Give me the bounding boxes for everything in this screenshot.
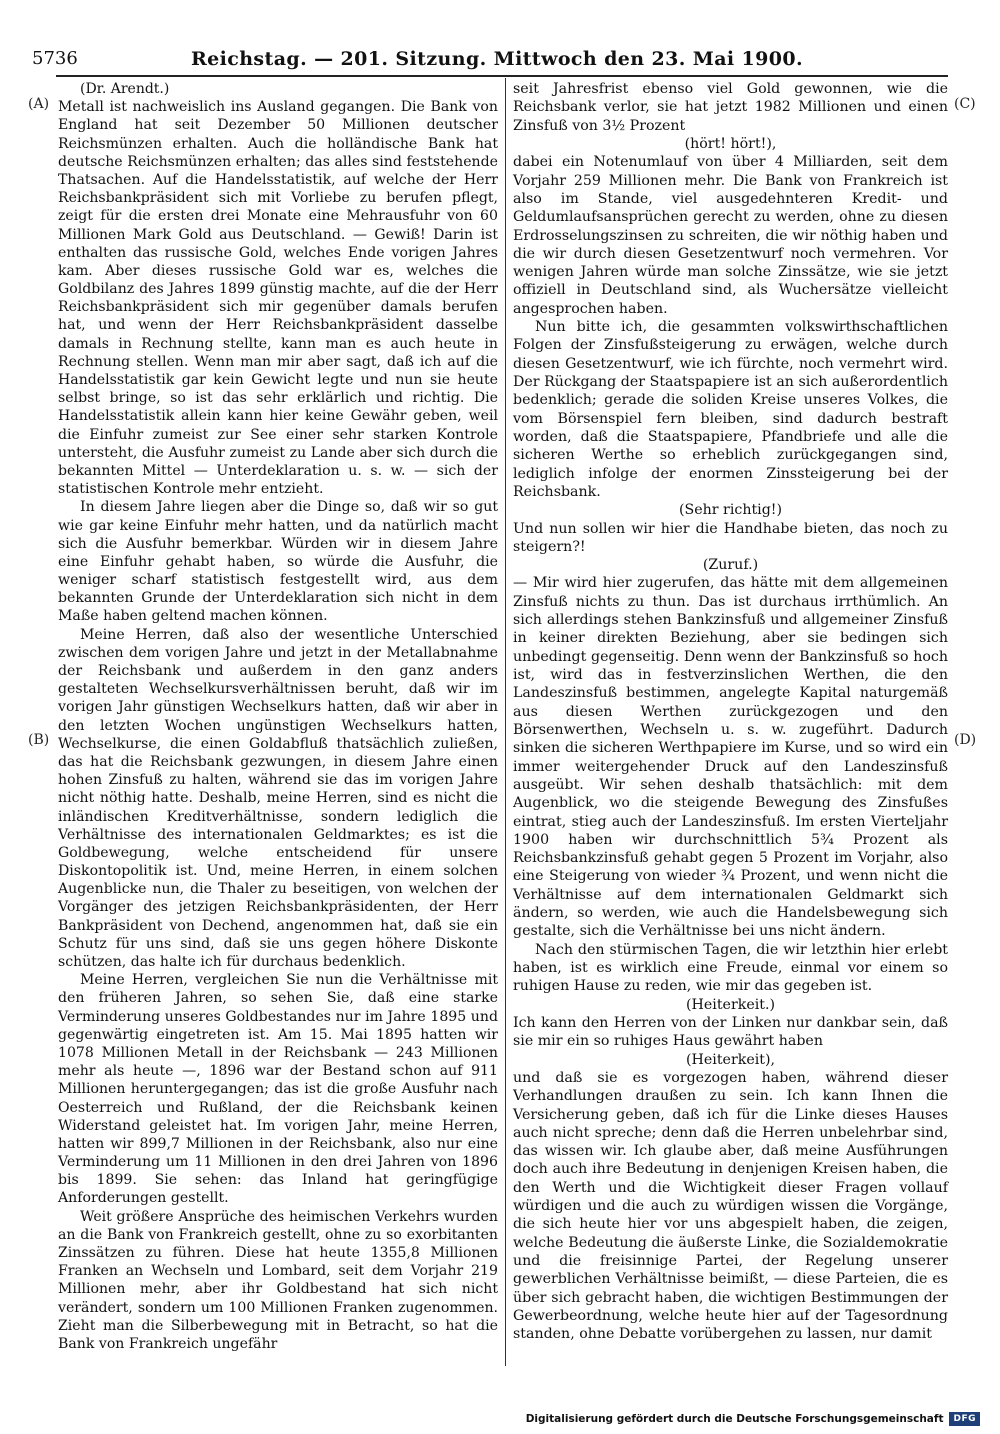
paragraph: Ich kann den Herren von der Linken nur dankbar sein, daß sie mir ein so ruhiges Haus gewährt haben xyxy=(513,1014,948,1050)
interjection: (Heiterkeit.) xyxy=(686,996,775,1013)
margin-marker-b: (B) xyxy=(28,732,50,748)
margin-marker-a: (A) xyxy=(28,96,50,112)
paragraph: Metall ist nachweislich ins Ausland gegangen. Die Bank von England hat seit Dezember 50 Millionen deutscher Reichsmünzen erhalten. Auch die holländische Bank hat deutsche Reichsmünzen erhalten; das alles sind feststehende Thatsachen. Auf die Handelsstatistik, auf welche der Herr Reichsbankpräsident sich mit Vorliebe zu berufen pflegt, zeigt für die ersten drei Monate eine Mehrausfuhr von 60 Millionen Mark Gold aus Deutschland. — Gewiß! Darin ist enthalten das russische Gold, welches Ende vorigen Jahres kam. Aber dieses russische Gold war es, welches die Goldbilanz des Jahres 1899 günstig machte, auf die der Herr Reichsbankpräsident sich mir gegenüber damals berufen hat, und wenn der Herr Reichsbankpräsident dasselbe damals in Rechnung stellte, kann man es auch heute in Rechnung stellen. Wenn man mir aber sagt, daß ich auf die Handelsstatistik gar kein Gewicht legte und nun sie heute selbst bringe, so ist das sehr erklärlich und richtig. Die Handelsstatistik allein kann hier keine Gewähr geben, weil die Einfuhr zumeist zur See einer sehr starken Kontrole untersteht, die Ausfuhr zumeist zu Lande aber sich durch die bekannten Mittel — Unterdeklaration u. s. w. — sich der statistischen Kontrole mehr entzieht. xyxy=(58,99,498,498)
margin-marker-d: (D) xyxy=(954,732,977,748)
margin-marker-c: (C) xyxy=(954,96,976,112)
page-number: 5736 xyxy=(32,48,78,69)
column-divider xyxy=(505,78,506,1366)
running-title: Reichstag. — 201. Sitzung. Mittwoch den 23. Mai 1900. xyxy=(190,48,804,70)
paragraph: Und nun sollen wir hier die Handhabe bieten, das noch zu steigern?! xyxy=(513,520,948,555)
paragraph: und daß sie es vorgezogen haben, während dieser Verhandlungen draußen zu sein. Ich kann Ihnen die Versicherung geben, daß ich für die Linke dieses Hauses auch nicht spreche; denn daß die Herren unbelehrbar sind, das wissen wir. Ich glaube aber, daß meine Ausführungen doch auch ihre Bedeutung in denjenigen Kreisen haben, die den Werth und die Wichtigkeit dieser Fragen vollauf würdigen und die auch zu würdigen wissen die Vorgänge, die sich heute hier vor uns abgespielt haben, die zeigen, welche Bedeutung die äußerste Linke, die Sozialdemokratie und die freisinnige Partei, der Regelung unserer gewerblichen Verhältnisse beimißt, — diese Parteien, die es über sich gebracht haben, die wichtigen Bestimmungen der Gewerbeordnung, welche heute hier auf der Tagesordnung standen, ohne Debatte vorübergehen zu lassen, nur damit xyxy=(513,1069,948,1343)
paragraph: Weit größere Ansprüche des heimischen Verkehrs wurden an die Bank von Frankreich gestellt, ohne zu so exorbitanten Zinssätzen zu führen. Diese hat heute 1355,8 Millionen Franken an Wechseln und Lombard, seit dem Vorjahr 219 Millionen mehr, aber ihr Goldbestand hat sich nicht verändert, sondern um 100 Millionen Franken zugenommen. Zieht man die Silberbewegung mit in Betracht, so hat die Bank von Frankreich ungefähr xyxy=(58,1208,498,1352)
interjection: (Heiterkeit), xyxy=(686,1051,775,1068)
paragraph: — Mir wird hier zugerufen, das hätte mit dem allgemeinen Zinsfuß nichts zu thun. Das ist durchaus irrthümlich. An sich allerdings stehen Bankzinsfuß und allgemeiner Zinsfuß in keiner direkten Beziehung, aber sie bedingen sich unbedingt gegenseitig. Denn wenn der Bankzinsfuß so hoch ist, wird das in festverzinslichen Werthen, die den Landeszinsfuß bestimmen, angelegte Kapital naturgemäß aus diesen Werthen zurückgezogen und den Börsenwerthen, Wechseln u. s. w. zugeführt. Dadurch sinken die sicheren Werthpapiere im Kurse, und so wird ein immer weitergehender Druck auf den Landeszinsfuß ausgeübt. Wir sehen deshalb thatsächlich: mit dem Augenblick, wo die steigende Bewegung des Zinsfußes eintrat, stieg auch der Landeszinsfuß. Im ersten Vierteljahr 1900 haben wir durchschnittlich 5¾ Prozent als Reichsbankzinsfuß gehabt gegen 5 Prozent im Vorjahr, also eine Steigerung von wieder ¾ Prozent, und wenn nicht die Verhältnisse auf dem internationalen Geldmarkt sich ändern, so werden, wie auch die Handelsbewegung sich gestalte, sich die Verhältnisse bei uns nicht ändern. xyxy=(513,575,948,940)
digitization-credit xyxy=(526,1412,980,1426)
paragraph: dabei ein Notenumlauf von über 4 Milliarden, seit dem Vorjahr 259 Millionen mehr. Die Bank von Frankreich ist also im Stande, viel ausgedehnteren Kredit- und Geldumlaufsansprüchen gerecht zu werden, ohne zu diesen Erdrosselungszinsen zu schreiten, die wir nöthig haben und die wir durch diesen Gesetzentwurf noch vermehren. Vor wenigen Jahren würde man solche Zinssätze, wie sie jetzt offiziell in Deutschland sind, als Wuchersätze vielleicht angesprochen haben. xyxy=(513,154,948,317)
left-column xyxy=(58,80,498,1353)
dfg-logo-icon: DFG xyxy=(949,1412,980,1426)
interjection: (Zuruf.) xyxy=(702,557,759,574)
interjection: (hört! hört!), xyxy=(684,135,777,152)
speaker-label: (Dr. Arendt.) xyxy=(80,81,170,97)
paragraph: Nun bitte ich, die gesammten volkswirthschaftlichen Folgen der Zinsfußsteigerung zu erwägen, welche durch diesen Gesetzentwurf, wie ich fürchte, noch vermehrt wird. Der Rückgang der Staatspapiere ist an sich außerordentlich bedenklich; gerade die soliden Kreise unseres Volkes, die vom Börsenspiel fern bleiben, sind dadurch bestraft worden, daß die Staatspapiere, Pfandbriefe und alle die sicheren Werthe so erheblich zurückgegangen sind, lediglich infolge der enormen Zinssteigerung bei der Reichsbank. xyxy=(513,319,948,500)
paragraph: Meine Herren, vergleichen Sie nun die Verhältnisse mit den früheren Jahren, so sehen Sie, daß eine starke Verminderung unseres Goldbestandes nur im Jahre 1895 und gegenwärtig eingetreten ist. Am 15. Mai 1895 hatten wir 1078 Millionen Metall in der Reichsbank — 243 Millionen mehr als heute —, 1896 war der Bestand schon auf 911 Millionen heruntergegangen; das ist die große Ausfuhr nach Oesterreich und Rußland, der die Reichsbank keinen Widerstand geleistet hat. Im vorigen Jahr, meine Herren, hatten wir 899,7 Millionen in der Reichsbank, also nur eine Verminderung um 11 Millionen in den drei Jahren von 1896 bis 1899. Sie sehen: das Inland hat geringfügige Anforderungen gestellt. xyxy=(58,972,498,1207)
paragraph: Meine Herren, daß also der wesentliche Unterschied zwischen dem vorigen Jahre und jetzt in der Metallabnahme der Reichsbank und außerdem in den ganz anders gestalteten Wechselkursverhältnissen beruht, daß wir im vorigen Jahr günstigen Wechselkurs hatten, daß wir aber in den letzten Wochen ungünstigen Wechselkurs hatten, Wechselkurse, die einen Goldabfluß thatsächlich zuließen, das hat die Reichsbank gezwungen, in diesem Jahre einen hohen Zinsfuß zu halten, während sie das im vorigen Jahre nicht nöthig hatte. Deshalb, meine Herren, sind es nicht die inländischen Kreditverhältnisse, sondern lediglich die Verhältnisse des internationalen Geldmarktes; es ist die Goldbewegung, welche entscheidend für unsere Diskontopolitik ist. Und, meine Herren, in einem solchen Augenblicke nun, die Thaler zu beseitigen, von welchen der Vorgänger des jetzigen Reichsbankpräsidenten, der Herr Bankpräsident von Dechend, angenommen hat, daß sie ein Schutz für uns sind, daß sie uns gegen höhere Diskonte schützen, das halte ich für durchaus bedenklich. xyxy=(58,626,498,970)
paragraph: Nach den stürmischen Tagen, die wir letzthin hier erlebt haben, ist es wirklich eine Freude, einmal vor einem so ruhigen Hause zu reden, wie mir das gegeben ist. xyxy=(513,941,948,995)
interjection: (Sehr richtig!) xyxy=(678,502,783,519)
page-header xyxy=(22,44,972,74)
right-column xyxy=(513,80,948,1344)
header-rule xyxy=(56,75,948,77)
credit-text: Digitalisierung gefördert durch die Deutsche Forschungsgemeinschaft xyxy=(525,1413,944,1425)
paragraph: In diesem Jahre liegen aber die Dinge so, daß wir so gut wie gar keine Einfuhr mehr hatten, und da natürlich macht sich die Ausfuhr bemerkbar. Würden wir in diesem Jahre eine Einfuhr gehabt haben, so würde die Ausfuhr, die weniger scharf statistisch festgestellt wird, aus dem bekannten Grunde der Unterdeklaration sich nicht in dem Maße haben geltend machen können. xyxy=(58,499,498,625)
paragraph: seit Jahresfrist ebenso viel Gold gewonnen, wie die Reichsbank verlor, sie hat jetzt 1982 Millionen und einen Zinsfuß von 3½ Prozent xyxy=(513,81,948,134)
